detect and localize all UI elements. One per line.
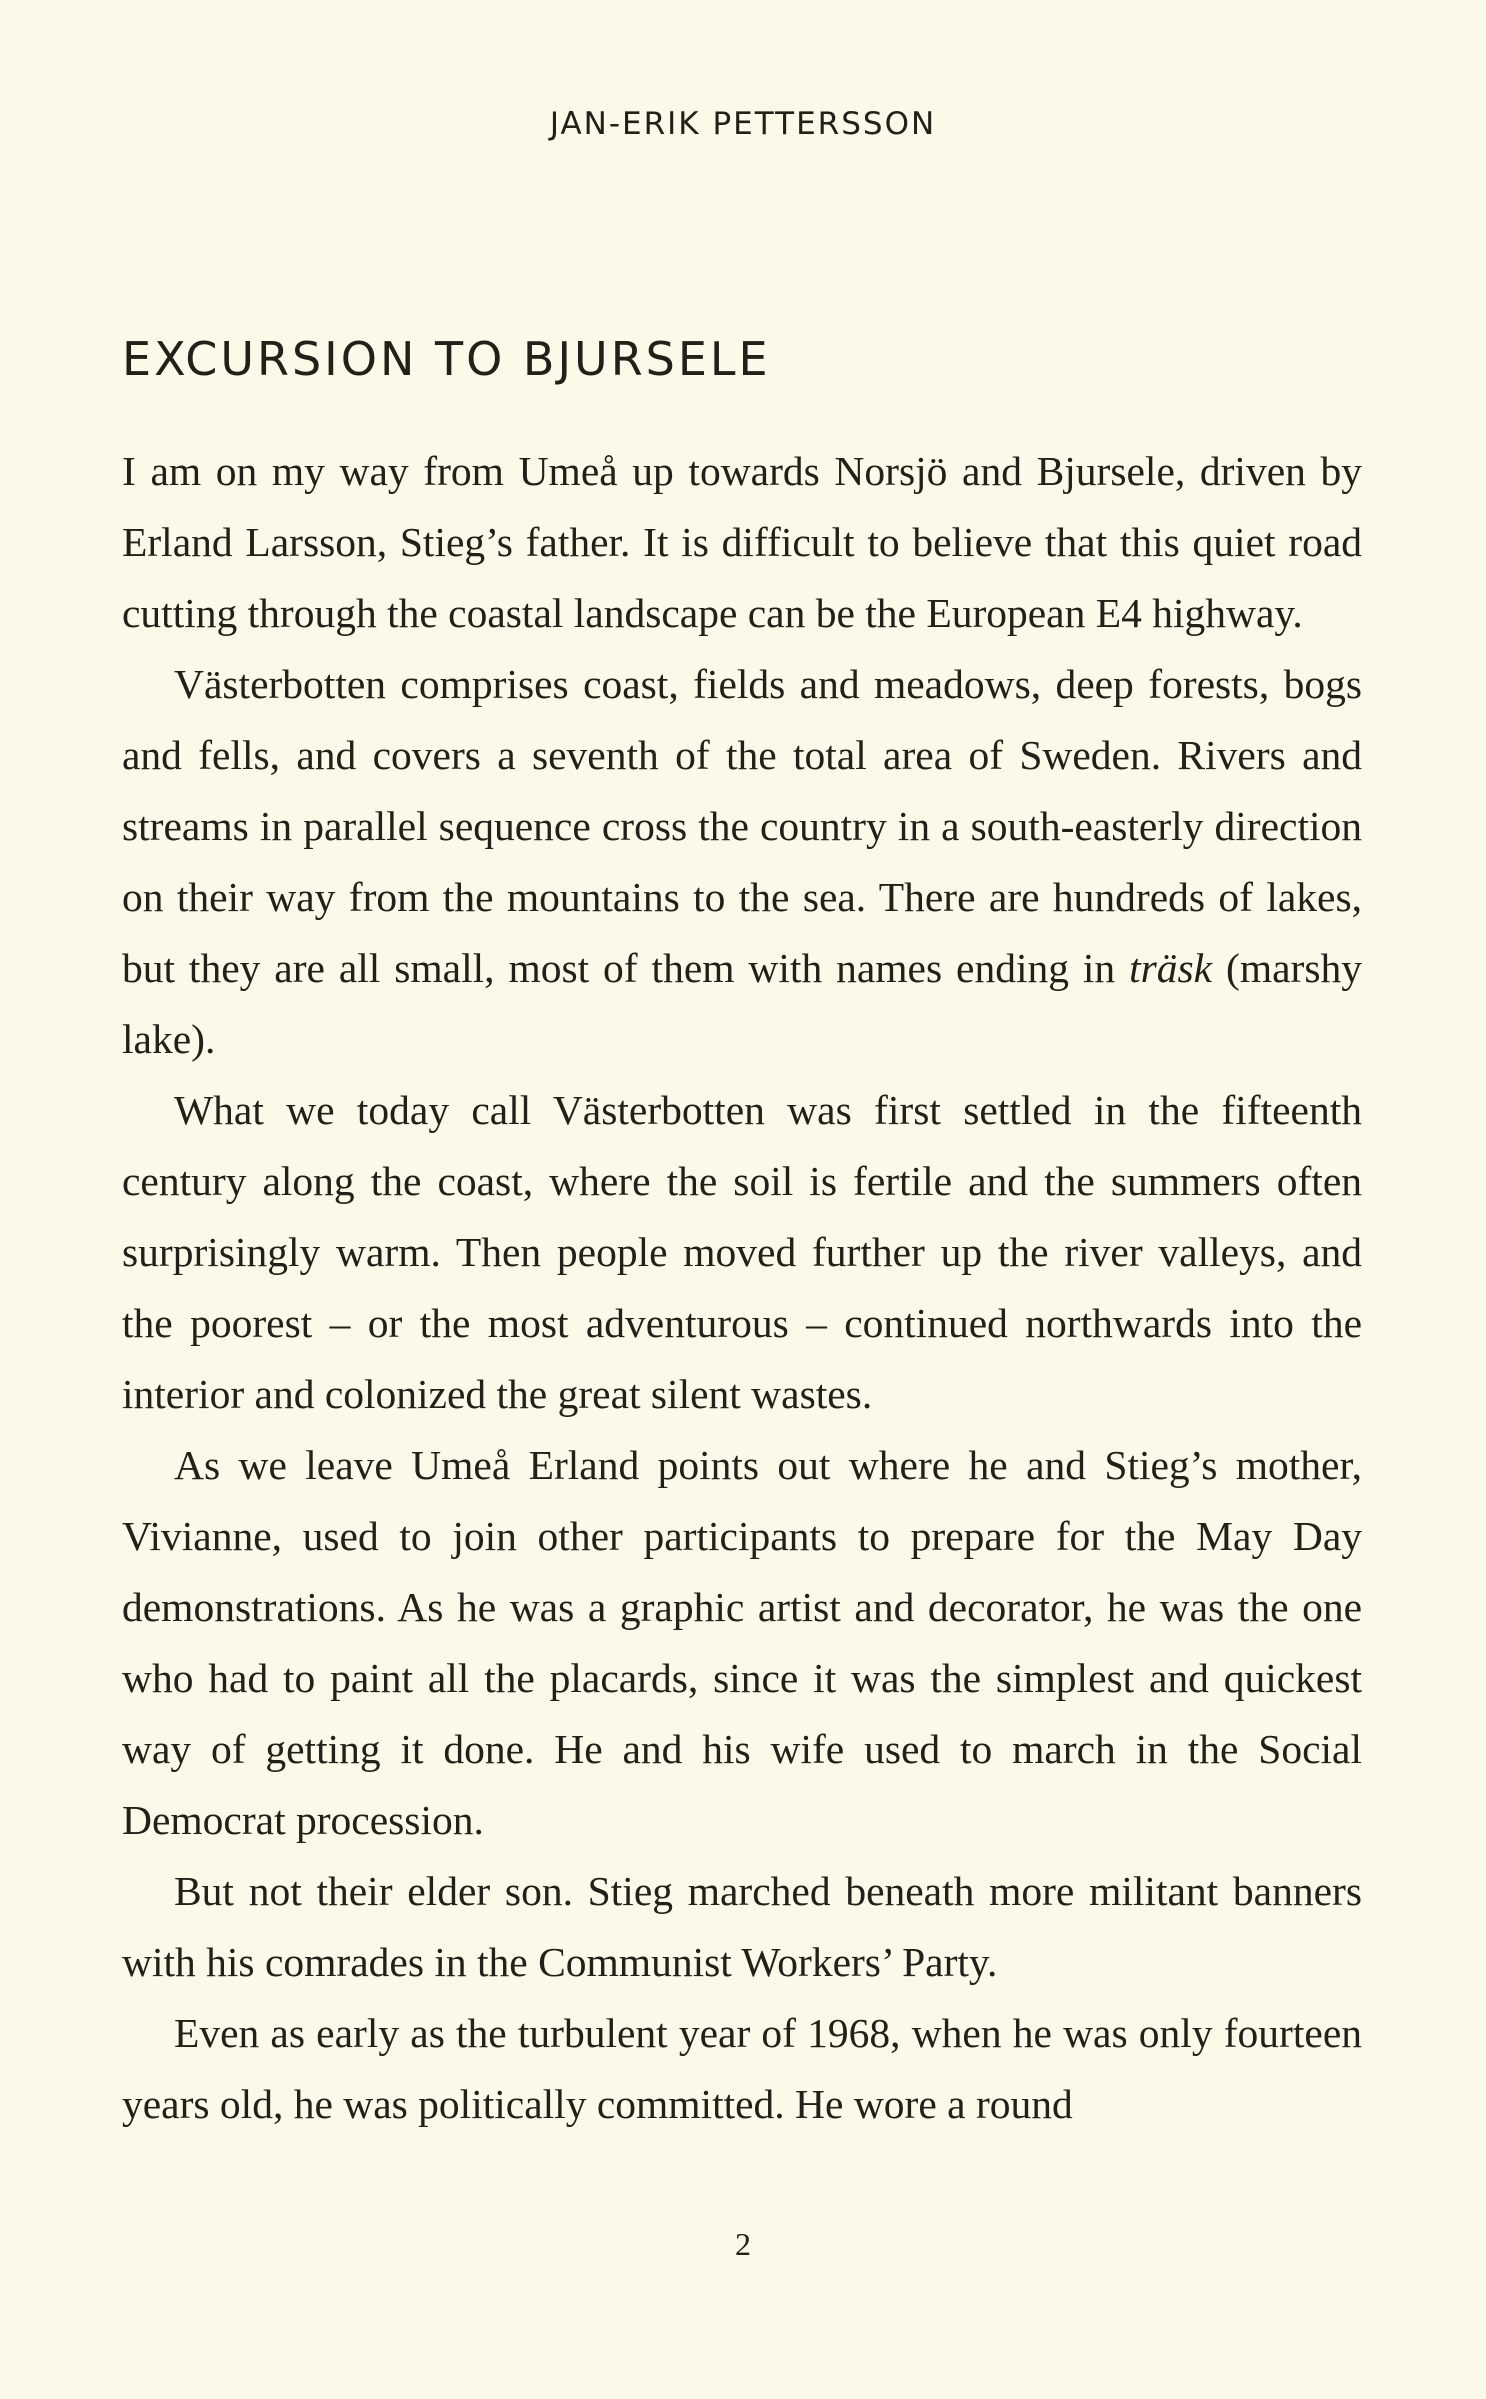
running-head: JAN-ERIK PETTERSSON: [549, 106, 937, 142]
paragraph-6: Even as early as the turbulent year of 1968, when he was only fourteen years old, he was politically committed. He wore a round: [122, 2010, 1362, 2127]
italic-term: träsk: [1129, 945, 1213, 991]
paragraph-2-text-b: (marshy lake).: [122, 945, 1362, 1062]
body-text: [122, 436, 1362, 2140]
paragraph-1: I am on my way from Umeå up towards Norsjö and Bjursele, driven by Erland Larsson, Stieg’s father. It is difficult to believe that this quiet road cutting through the coastal landscape can be the European E4 highway.: [122, 448, 1362, 636]
page-number: 2: [735, 2226, 751, 2262]
paragraph-5: But not their elder son. Stieg marched beneath more militant banners with his comrades in the Communist Workers’ Party.: [122, 1868, 1362, 1985]
paragraph-2-text-a: Västerbotten comprises coast, fields and meadows, deep forests, bogs and fells, and covers a seventh of the total area of Sweden. Rivers and streams in parallel sequence cross the country in a south-easterly direction on their way from the mountains to the sea. There are hundreds of lakes, but they are all small, most of them with names ending in: [122, 661, 1362, 991]
paragraph-3: What we today call Västerbotten was first settled in the fifteenth century along the coast, where the soil is fertile and the summers often surprisingly warm. Then people moved further up the river valleys, and the poorest – or the most adventurous – continued northwards into the interior and colonized the great silent wastes.: [122, 1087, 1362, 1417]
paragraph-4: As we leave Umeå Erland points out where he and Stieg’s mother, Vivianne, used to join other participants to prepare for the May Day demonstrations. As he was a graphic artist and decorator, he was the one who had to paint all the placards, since it was the simplest and quickest way of getting it done. He and his wife used to march in the Social Democrat procession.: [122, 1442, 1362, 1843]
chapter-title: EXCURSION TO BJURSELE: [122, 332, 771, 386]
paragraph-2: [122, 649, 1362, 1075]
